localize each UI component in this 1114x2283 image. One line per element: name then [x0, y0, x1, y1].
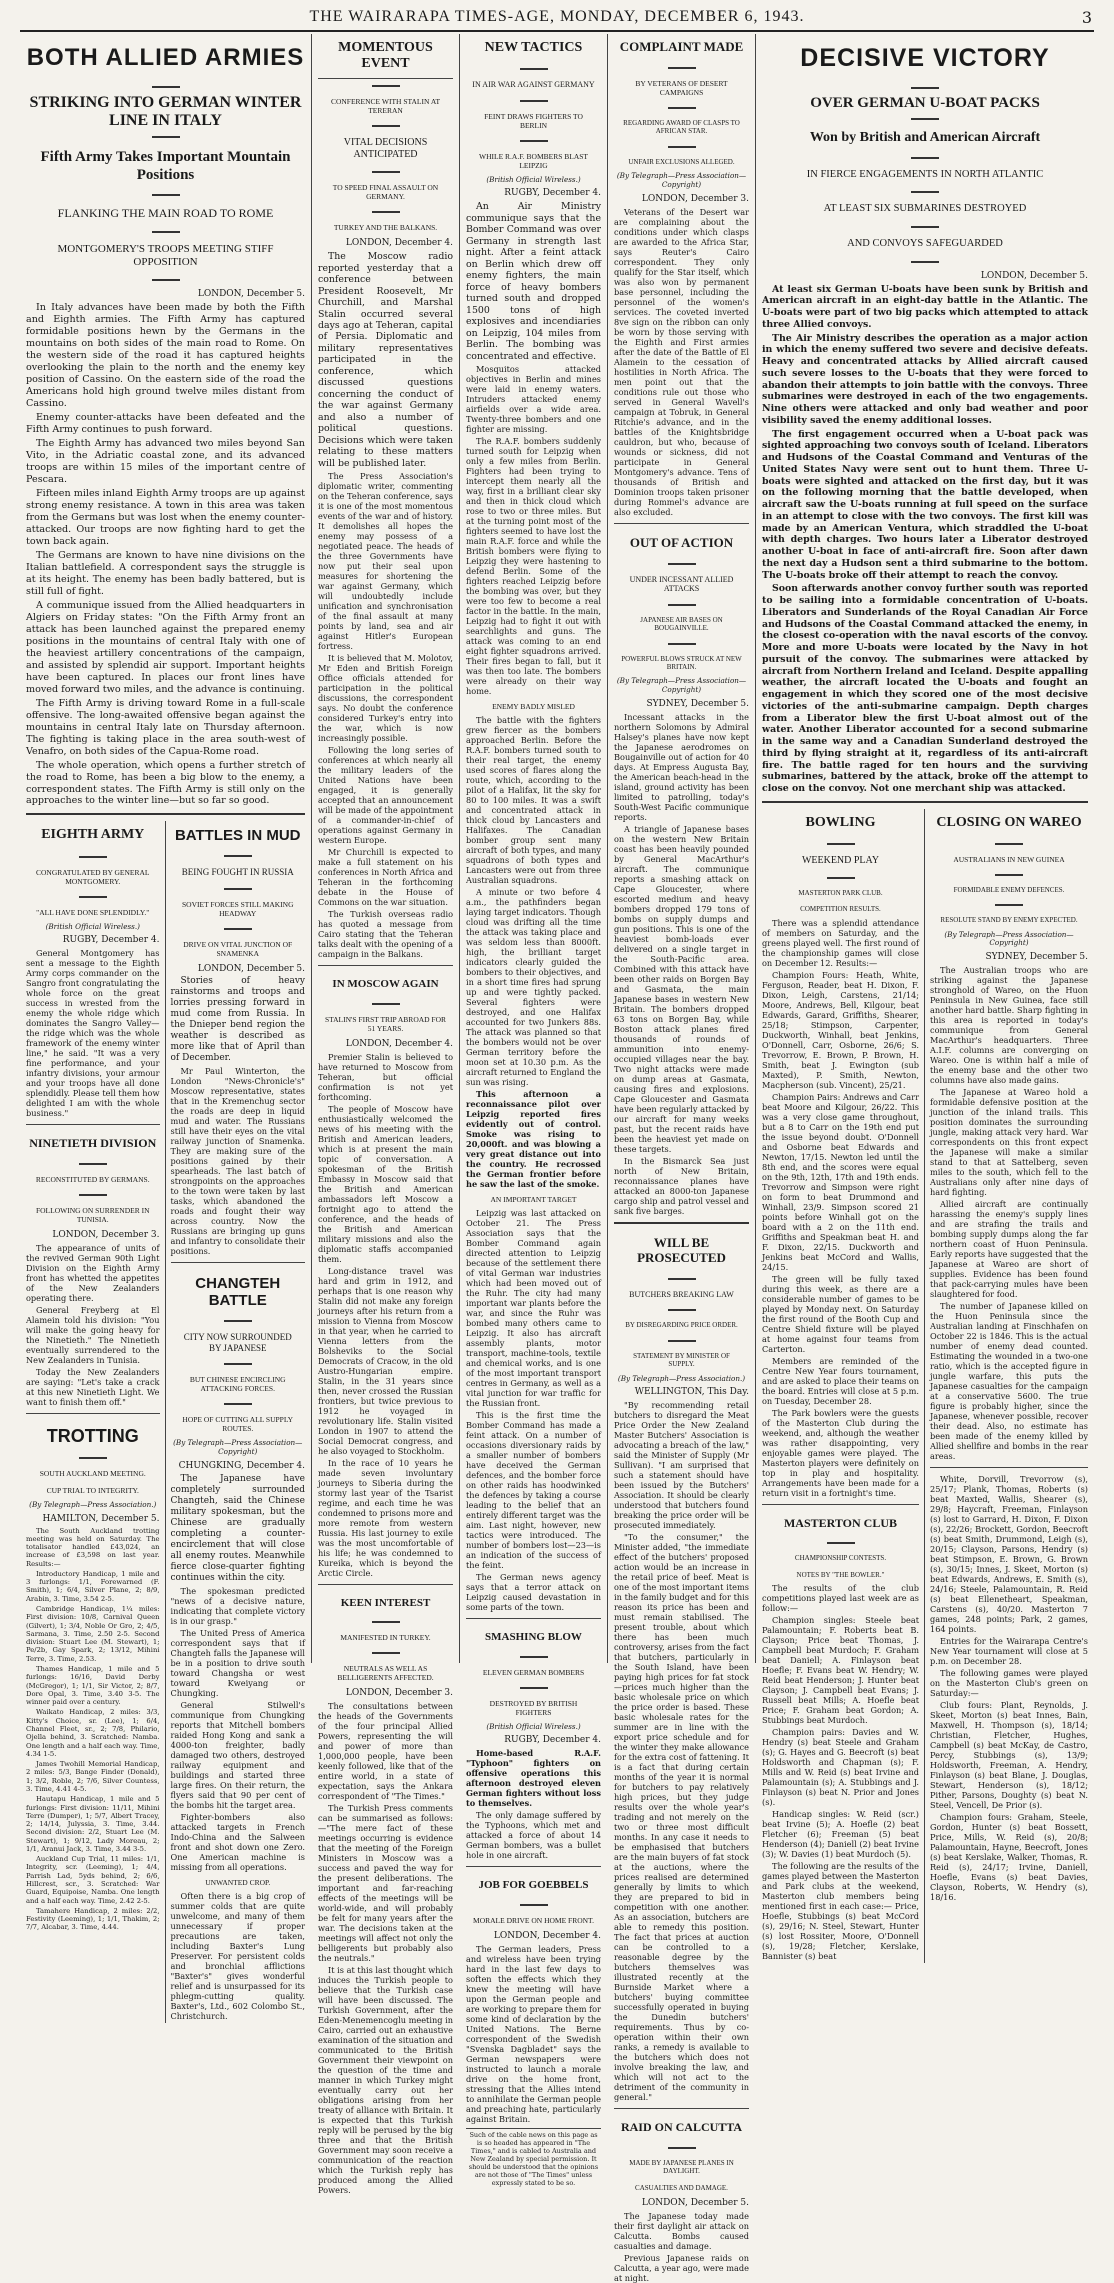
headline-closing-wareo: CLOSING ON WAREO [936, 814, 1082, 830]
headline-moscow: IN MOSCOW AGAIN [332, 978, 439, 991]
headline-keen-interest: KEEN INTEREST [340, 1596, 431, 1609]
column-5: DECISIVE VICTORY OVER GERMAN U-BOAT PACKS Won by British and American Aircraft IN FIERCE ENGAGEMENTS IN NORTH ATLANTIC AT LEAST SIX SUBMARINES DESTROYED AND CONVOYS SAFEGUARDED LONDON, December 5. At least six German U-boats have been sunk by British and American aircraft in an eight-day battle in the Atlantic. The U-boats were part of two big packs which attempted to attack three Allied convoys. The Air Ministry describes the operation as a major action in which the enemy suffered two severe and decisive defeats. Heavy and concentrated attacks by Allied aircraft caused such severe losses to the U-boats that they were forced to abandon their attempts to join battle with the convoys. Three submarines were destroyed in each of the two engagements. Nine others were attacked and only bad weather and poor visibility saved the enemy additional losses. The first engagement occurred when a U-boat pack was sighted approaching two convoys south of Iceland. Liberators and Hudsons of the Coastal Command and Venturas of the United States Navy were sent out to hunt them. Three U-boats were sighted and attacked on the first day, but it was on the following morning that the battle developed, when aircraft saw the U-boats running at full speed on the surface in an attempt to close with the two convoys. The first kill was made by an American Ventura, which straddled the U-boat with depth charges. Two hours later a Liberator destroyed another U-boat in face of anti-aircraft fire. Soon after dawn the next day a Hudson sent a third submarine to the bottom. The U-boats broke off their attempt to reach the convoy. Soon afterwards another convoy further south was reported to be sailing into a formidable concentration of U-boats. Liberators and Sunderlands of the Royal Canadian Air Force and Hudsons of the Coastal Command attacked the enemy, in the closest co-operation with the naval escorts of the convoy. More and more U-boats were located by the Navy in hot pursuit of the convoy. The submarines were attacked by aircraft from Northern Ireland and Iceland. Despite appalling weather, the aircraft located the U-boats and fought an engagement in which they scored one of the most decisive victories of the anti-submarine campaign. Depth charges from a Liberator blew the first U-boat almost out of the water. Another Liberator accounted for a second submarine in the same way and a Canadian Sunderland destroyed the third by flying straight at it, regardless of its anti-aircraft fire. The battle raged for ten hours and the surviving submarines, battered by the attack, broke off the attempt to close on the convoy. Not one merchant ship was attacked. BOWLING WEEKEND PLAY MASTERTON PARK CLUB. COMPETITION RESULTS. There was a splendid attendance of members on Saturday, and the greens played well. The first round of the championship games will close on December 12. Results:— Champion Fours: Heath, White, Ferguson, Reader, beat H. Dixon, F. Dixon, Leigh, Carstens, 21/14; Moore, Andrews, Bell, Kilgour, beat Edwards, Garard, Griffiths, Shearer, 25/18; Stimpson, Carpenter, Duckworth, Winhall, beat Jenkins, O'Donnell, Carr, Osborne, 26/6; S. Trevorrow, E. Brown, P. Brown, H. Smith, beat J. Ewington (sub Maxted), P. Smith, Newton, Macpherson (sub. Vincent), 25/21. Champion Pairs: Andrews and Carr beat Moore and Kilgour, 26/22. This was a very close game throughout, but a 8 to Carr on the 19th end put the issue beyond doubt. O'Donnell and Osborne beat Edwards and Newton, 17/15. Newton led until the 8th end, and the scores were equal on the 9th, 12th, 17th and 19th ends. Trevorrow and Simpson were right on form to beat Drummond and Winhall, 23/9. Simpson scored 21 points before Winhall got on the board with a 2 on the 11th end. Griffiths and Speakman beat H. and F. Dixon, 22/15. Duckworth and Jenkins beat McCord and Wallis, 24/15. The green will be fully taxed during this week, as there are a considerable number of games to be played by Monday next. On Saturday the first round of the Booth Cup and Centre Shield fixture will be played at home against four teams from Carterton. Members are reminded of the Centre New Year fours tournament, and are asked to place their teams on the board. Entries will close at 5 p.m. on Tuesday, December 28. The Park bowlers were the guests of the Masterton Club during the weekend, and, although the weather was rather disappointing, very enjoyable games were played. The Masterton players were definitely on top in play and hospitality. Arrangements have been made for a return visit in a fortnight's time. MASTERTON CLUB CHAMPIONSHIP CONTESTS. NOTES BY "THE BOWLER." The results of the club competitions played last week are as follow:— Champion singles: Steele beat Palamountain; F. Roberts beat B. Clayson; Price beat Thomas, J. Campbell beat Murdoch; F. Graham beat Daniell; A. Finlayson beat Hoefle; F. Evans beat W. Hendry; W. Reid beat Henderson; J. Hunter beat Clayson; J. Campbell beat Evans; J. Russell beat Mills; A. Hoefle beat Price; F. Graham beat Gordon; A. Stubbings beat Murdoch. Champion pairs: Davies and W. Hendry (s) beat Steele and Graham (s); G. Hayes and G. Beecroft (s) beat Holdsworth and Chapman (s); F. Mills and W. Reid (s) beat Irvine and Palamountain (s); A. Stubbings and J. Finlayson (s) beat N. Prior and Jones (s). Handicap singles: W. Reid (scr.) beat Irvine (5); A. Hoefle (2) beat Fletcher (6); Freeman (5) beat Henderson (4); Daniell (2) beat Irvine (3); W. Davies (1) beat Murdoch (5). The following are the results of the games played between the Masterton and Park clubs at the weekend, Masterton club members being mentioned first in each case:— Price, Hoefle, Stubbings (s) beat McCord (s), 29/16; N. Steel, Stewart, Hunter (s) lost Rossiter, Moore, O'Donnell (s), 19/28; Fletcher, Kerslake, Bannister (s) beat CLOSING ON WAREO AUSTRALIANS IN NEW GUINEA FORMIDABLE ENEMY DEFENCES. RESOLUTE STAND BY ENEMY EXPECTED. (By Telegraph—Press Association—Copyright) SYDNEY, December 5. The Australian troops who are striking against the Japanese stronghold of Wareo, on the Huon Peninsula in New Guinea, face still another hard battle. Sharp fighting in this area is reported in today's communique from General MacArthur's headquarters. Three A.I.F. columns are converging on Wareo. One is within half a mile of the enemy base and the other two columns have also made gains. The Japanese at Wareo hold a formidable defensive position at the junction of the inland trails. This position dominates the surrounding jungle, making attack very hard. War correspondents on this front expect the Japanese will make a similar stand to that at Sattelberg, seven miles to the south, which fell to the Australians only after nine days of hard fighting. Allied aircraft are continually harassing the enemy's supply lines and are strafing the trails and bombing supply dumps along the far northern coast of Huon Peninsula. Early reports have suggested that the Japanese at Wareo are short of supplies. Evidence has been found that pack-carrying mules have been slaughtered for food. The number of Japanese killed on the Huon Peninsula since the Australian landing at Finschhafen on October 22 is 1846. This is the actual number of enemy dead counted. Estimating the wounded in a two-one ratio, which is the accepted figure in jungle warfare, this puts the Japanese casualties for the campaign at a conservative 5600. The true figure is probably higher, since the Japanese, whenever possible, recover their dead. Also, no estimate has been made of the enemy killed by Allied shellfire and bombs in the rear areas. White, Dorvill, Trevorrow (s), 25/17; Plank, Thomas, Roberts (s) beat Maxted, Wallis, Shearer (s), 29/8; Haycraft, Freeman, Finlayson (s) lost to Garrard, H. Dixon, F. Dixon (s), 22/26; Brockett, Gordon, Beecroft (s) beat Smith, Drummond, Leigh (s), 20/15; Clayson, Parsons, Hendry (s) beat Stimpson, E. Brown, G. Brown (s), 30/15; Innes, J. Skeet, Morton (s) beat Edwards, Andrews, E. Smith (s), 24/16; Steele, Palamountain, R. Reid (s) beat Ellenetheart, Speakman, Carstens (s), 40/20. Masterton 7 games, 248 points; Park, 2 games, 164 points. Entries for the Wairarapa Centre's New Year tournament will close at 5 p.m. on December 28. The following games were played on the Masterton Club's green on Saturday:— Club fours: Plant, Reynolds, J. Skeet, Morton (s) beat Innes, Bain, Maxwell, H. Thompson (s), 18/14; Christian, Fletcher, Hughes, Campbell (s) beat McKay, de Castro, Percy, Stubbings (s), 13/9; Holdsworth, Freeman, A. Hendry, Finlayson (s) beat Blane, J. Douglas, Stewart, Henderson (s), 18/12; Pither, Parsons, Doughty (s) beat N. Steel, Vencell, De Prior (s). Champion fours: Graham, Steele, Gordon, Hunter (s) beat Bossett, Price, Mills, W. Reid (s), 20/8; Palamountain, Hayne, Beecroft, Jones (s) beat Kerslake, Walker, Thomas, R. Reid (s), 24/17; Irvine, Daniell, Hoefle, Evans (s) beat Davies, Clayson, Roberts, W. Hendry (s), 18/16. [756, 34, 1094, 1663]
dateline: LONDON, December 5. [197, 289, 305, 300]
headline-calcutta: RAID ON CALCUTTA [620, 2120, 743, 2135]
headline-complaint: COMPLAINT MADE [619, 39, 744, 54]
headline-out-of-action: OUT OF ACTION [629, 534, 734, 550]
headline-eighth-army: EIGHTH ARMY [41, 827, 145, 843]
headline-battles-mud: BATTLES IN MUD [174, 827, 301, 845]
headline-changteh: CHANGTEH BATTLE [195, 1275, 281, 1310]
headline-prosecuted: WILL BE PROSECUTED [637, 1234, 726, 1265]
masthead [20, 8, 1094, 32]
headline-goebbels: JOB FOR GOEBBELS [478, 1879, 589, 1892]
column-2: MOMENTOUS EVENT CONFERENCE WITH STALIN AT TERERAN VITAL DECISIONS ANTICIPATED TO SPEED FINAL ASSAULT ON GERMANY. TURKEY AND THE BALKANS. LONDON, December 4. The Moscow radio reported yesterday that a conference between President Roosevelt, Mr Churchill, and Marshal Stalin occurred several days ago at Teheran, capital of Persia. Diplomatic and military representatives participated in the conference, which discussed questions concerning the conduct of the war against Germany and also a number of political questions. Decisions which were taken relating to these matters will be published later. The Press Association's diplomatic writer, commenting on the Teheran conference, says it is one of the most momentous events of the war and of history. It demolishes all hopes the enemy may possess of a negotiated peace. The heads of the three Governments have now put their seal upon measures for shortening the war against Germany, which will undoubtedly include unification and synchronisation of the final assault at many points by land, sea and air against Hitler's European fortress. It is believed that M. Molotov, Mr Eden and British Foreign Office officials attended for participation in the political discussions, the correspondent says. No doubt the conference considered Turkey's entry into the war, which is now increasingly possible. Following the long series of conferences at which nearly all the military leaders of the United Nations have been engaged, it is generally accepted that an announcement will be made of the appointment of a commander-in-chief of operations against Germany in western Europe. Mr Churchill is expected to make a full statement on his conferences in North Africa and Teheran in the forthcoming debate in the House of Commons on the war situation. The Turkish overseas radio has quoted a message from Cairo stating that the Teheran talks dealt with the opening of a campaign in the Balkans. IN MOSCOW AGAIN STALIN'S FIRST TRIP ABROAD FOR 51 YEARS. LONDON, December 4. Premier Stalin is believed to have returned to Moscow from Teheran, but official confirmation is not yet forthcoming. The people of Moscow have enthusiastically welcomed the news of his meeting with the British and American leaders, which is at present the main topic of conversation. A spokesman of the British Embassy in Moscow said that the British and American ambassadors left Moscow a fortnight ago to attend the conference, and the heads of the British and American military missions and also the diplomatic staffs accompanied them. Long-distance travel was hard and grim in 1912, and perhaps that is one reason why Stalin did not make any foreign journeys after his return from a mission to Vienna from Moscow in that year, when he carried to Vienna letters from the Bolsheviks to the Social Democrats of Cracow, in the old Austro-Hungarian empire. Stalin, in the 31 years since then, never crossed the Russian frontiers, but twice previous to 1912 he voyaged in revolutionary life. Stalin visited London in 1907 to attend the Social Democrat congress, and he also voyaged to Stockholm. In the race of 10 years he made seven involuntary journeys to Siberia during the stormy last year of the Tsarist regime, and each time he was condemned to prisons more and more remote from western Russia. His last journey to exile was the most uncomfortable of his life; he was condemned to Kureika, which is beyond the Arctic Circle. KEEN INTEREST MANIFESTED IN TURKEY. NEUTRALS AS WELL AS BELLIGERENTS AFFECTED. LONDON, December 3. The consultations between the heads of the Governments of the four principal Allied Powers, representing the will and power of more than 1,000,000 people, have been keenly followed, like that of the entire world, in a state of expectation, says the Ankara correspondent of "The Times." The Turkish Press comments can be summarised as follows:—"The mere fact of these meetings occurring is evidence that the meeting of the Foreign Ministers in Moscow was a success and paved the way for the present deliberations. The important and far-reaching effects of the meetings will be world-wide, and will probably be felt for many years after the war. The decisions taken at the meetings will affect not only the belligerents but probably also the neutrals." It is at this last thought which induces the Turkish people to believe that the Turkish case will have been discussed. The Turkish Government, after the Eden-Menemencoglu meeting in Cairo, carried out an exhaustive examination of the situation and communicated to the British Government their viewpoint on the question of the time and manner in which Turkey might eventually carry out her obligations arising from her treaty of alliance with Britain. It is expected that this Turkish reply will be perused by the big three and that the British Government may soon receive a communication of the reaction which the Turkish reply has produced among the Allied Powers. [312, 34, 460, 1663]
headline-bowling: BOWLING [805, 814, 876, 830]
headline-trotting: TROTTING [46, 1426, 139, 1447]
headline-smashing-blow: SMASHING BLOW [485, 1631, 582, 1643]
headline-allied-armies: BOTH ALLIED ARMIES [26, 44, 305, 71]
headline-new-tactics: NEW TACTICS [484, 40, 583, 55]
headline-masterton-club: MASTERTON CLUB [783, 1515, 898, 1530]
column-3: NEW TACTICS IN AIR WAR AGAINST GERMANY FEINT DRAWS FIGHTERS TO BERLIN WHILE R.A.F. BOMBERS BLAST LEIPZIG (British Official Wireless.) RUGBY, December 4. An Air Ministry communique says that the Bomber Command was over Germany in strength last night. After a feint attack on Berlin which drew off enemy fighters, the main force of heavy bombers turned south and dropped 1500 tons of high explosives and incendiaries on Leipzig, 104 miles from Berlin. The bombing was concentrated and effective. Mosquitos attacked objectives in Berlin and mines were laid in enemy waters. Intruders attacked enemy airfields over a wide area. Twenty-three bombers and one fighter are missing. The R.A.F. bombers suddenly turned south for Leipzig when only a few miles from Berlin. Fighters had been trying to intercept them nearly all the way, first in a brilliant clear sky and then in thick cloud which rose to two or three miles. But at the turning point most of the fighters seemed to have lost the main R.A.F. force and while the British bombers were flying to Leipzig they were hastening to defend Berlin. Some of the fighters reached Leipzig before the bombing was over, but they were too few to become a real factor in the battle. In the main, Leipzig had to fight it out with searchlights and guns. The attack was coming to an end eight fighter squadrons arrived. Their fires began to fall, but it was then too late. The bombers were already on their way home. ENEMY BADLY MISLED The battle with the fighters grew fiercer as the bombers approached Berlin. Before the R.A.F. bombers turned south to their real target, the enemy used scores of flares along the route, which, according to the pilot of a Halifax, lit the sky for 80 to 100 miles. It was a swift and concentrated attack in thick cloud by Lancasters and Halifaxes. The Canadian bomber group sent many aircraft of both types, and many squadrons of both types and Lancasters were out from three Australian squadrons. A minute or two before 4 a.m., the pathfinders began laying target indicators. Though cloud was drifting all the time the attack was taking place and was seldom less than 8000ft. high, the brilliant target indicators clearly guided the bombers to their objectives, and in a short time fires had sprung up and were tightly packed. Several fighters were destroyed, and one Halifax accounted for two Junkers 88s. The attack was planned so that the bombers would not be over German territory before the moon set at 10.30 p.m. As the aircraft returned to England the sun was rising. This afternoon a reconnaissance pilot over Leipzig reported fires evidently out of control. Smoke was rising to 20,000ft. and was blowing a very great distance out into the country. He recrossed the German frontier before he saw the last of the smoke. AN IMPORTANT TARGET Leipzig was last attacked on October 21. The Press Association says that the Bomber Command again directed attention to Leipzig because of the settlement there of vital German war industries which had been moved out of the Ruhr. The city had many important war plants before the war, and since the Ruhr was bombed many others came to Leipzig. It also has aircraft assembly plants, motor transport, machine-tools, textile and chemical works, and is one of the most important transport centres in Germany, as well as a vital junction for war traffic for the Russian front. This is the first time the Bomber Command has made a feint attack. On a number of occasions diversionary raids by a smaller number of bombers have deceived the German defences, and the bomber force on other raids has hoodwinked the defences by taking a course leading to the belief that an entirely different target was the aim. Last night, however, new tactics were introduced. The number of bombers lost—23—is an indication of the success of the feint. The German news agency says that a terror attack on Leipzig caused devastation in some parts of the town. SMASHING BLOW ELEVEN GERMAN BOMBERS DESTROYED BY BRITISH FIGHTERS (British Official Wireless.) RUGBY, December 4. Home-based R.A.F. "Typhoon" fighters on offensive operations this afternoon destroyed eleven German fighters without loss to themselves. The only damage suffered by the Typhoons, which met and attacked a force of about 14 German bombers, was a bullet hole in one aircraft. JOB FOR GOEBBELS MORALE DRIVE ON HOME FRONT. LONDON, December 4. The German leaders, Press and wireless have been trying hard in the last few days to soften the effects which they knew the meeting will have upon the German people and are working to prepare them for some kind of declaration by the United Nations. The Berne correspondent of the Swedish "Svenska Dagbladet" says the German newspapers were instructed to launch a morale drive on the home front, stressing that the Allies intend to annihilate the German people and preaching hate, particularly against Britain. Such of the cable news on this page as is so headed has appeared in "The Times," and is cabled to Australia and New Zealand by special permission. It should be understood that the opinions are not those of "The Times" unless expressly stated to be so. [460, 34, 608, 1663]
page-number: 3 [1081, 8, 1092, 27]
subhead-montgomery: MONTGOMERY'S TROOPS MEETING STIFF OPPOSITION [57, 242, 274, 268]
headline-ninetieth: NINETIETH DIVISION [29, 1136, 157, 1151]
times-copyright-note: Such of the cable news on this page as is so headed has appeared in "The Times," and is cabled to Australia and New Zealand by special permission. It should be understood that the opinions are not those of "The Times" unless expressly stated to be so. [466, 2128, 601, 2187]
column-1: BOTH ALLIED ARMIES STRIKING INTO GERMAN WINTER LINE IN ITALY Fifth Army Takes Important Mountain Positions FLANKING THE MAIN ROAD TO ROME MONTGOMERY'S TROOPS MEETING STIFF OPPOSITION LONDON, December 5. In Italy advances have been made by both the Fifth and Eighth armies. The Fifth Army has captured formidable positions hewn by the Germans in the mountains on both sides of the main road to Rome. On the western side of the road it has captured heights overlooking the plain to the north and the enemy key position of Cassino. On the eastern side of the road the Americans hold high ground twelve miles distant from Cassino. Enemy counter-attacks have been defeated and the Fifth Army continues to push forward. The Eighth Army has advanced two miles beyond San Vito, in the Adriatic coastal zone, and its advanced troops are within 15 miles of the important centre of Pescara. Fifteen miles inland Eighth Army troops are up against strong enemy resistance. A town in this area was taken from the Germans but was lost when the enemy counter-attacked. Our troops are now fighting hard to get the town back again. The Germans are known to have nine divisions on the Italian battlefield. A correspondent says the struggle is at its height. The enemy has been badly battered, but is still full of fight. A communique issued from the Allied headquarters in Algiers on Friday states: "On the Fifth Army front an attack has been launched against the prepared enemy positions in the mountains of central Italy with one of the heaviest artillery concentrations of the campaign, and assisted by splendid air support. Important heights have been captured. In places our front lines have moved forward two miles, and the advance is continuing. The Fifth Army is driving toward Rome in a full-scale offensive. The long-awaited offensive began against the mountains in central Italy late on Thursday afternoon. The fighting is taking place in the area south-west of Venafro, on both sides of the Capua-Rome road. The whole operation, which opens a further stretch of the road to Rome, has been a big blow to the enemy, a correspondent states. The Fifth Army is still only on the approaches to the winter line—but so far so good. EIGHTH ARMY CONGRATULATED BY GENERAL MONTGOMERY. "ALL HAVE DONE SPLENDIDLY." (British Official Wireless.) RUGBY, December 4. General Montgomery has sent a message to the Eighth Army corps commander on the Sangro front congratulating the whole force on the great success in wrested from the enemy the whole ridge which dominates the Sangro Valley—the ridge which was the whole framework of the enemy winter line," he said. "It was a very fine performance, and your infantry divisions, your armour and your troops have all done splendidly. Please tell them how delighted I am with the whole business." NINETIETH DIVISION RECONSTITUTED BY GERMANS. FOLLOWING ON SURRENDER IN TUNISIA. LONDON, December 3. The appearance of units of the revived German 90th Light Division on the Eighth Army front has whetted the appetites of the New Zealanders operating there. General Freyberg at El Alamein told his division: "You will make the going heavy for the Ninetieth." The Ninetieth eventually surrendered to the New Zealanders in Tunisia. Today the New Zealanders are saying: "Let's take a crack at this new Ninetieth Light. We want to finish them off." TROTTING SOUTH AUCKLAND MEETING. CUP TRIAL TO INTEGRITY. (By Telegraph—Press Association.) HAMILTON, December 5. The South Auckland trotting meeting was held on Saturday. The totalisator handled £43,024, an increase of £3,598 on last year. Results:— Introductory Handicap, 1 mile and 3 furlongs: 1/1, Forewarned (F. Smith), 1; 6/4, Silver Plane, 2; 8/9, Arabin, 3. Time, 3.54 2-5. Cambridge Handicap, 1¼ miles: First division: 10/8, Carnival Queen (Gilvert), 1; 3/4, Noble Or Gro, 2; 4/5, Sarmana, 3. Time, 2.50 2-5. Second division: Stuart Lee (M. Stewart), 1; Pe/2b, Gay Spark, 2; 13/12, Mihini Terre, 3. Time, 2.53. Thames Handicap, 1 mile and 5 furlongs: 16/16, David Derby (McGregor), 1; 1/1, Sir Victor, 2; 8/7, Dore Opal, 3. Time, 3.40 3-5. The winner paid over a century. Waikato Handicap, 2 miles: 3/3, Kitty's Choice, sr. (Lee), 1; 6/4, Channel Fleet, sr., 2; 7/8, Philario, Ojella behind, 3. Scratched: Namba. One length and a half each way. Time, 4.34 1-5. James Twohill Memorial Handicap, 2 miles: 5/3, Bange Finder (Donald), 1; 3/2, Roble, 2; 7/6, Silver Countess, 3. Time, 4.41 4-5. Hautapu Handicap, 1 mile and 5 furlongs: First division: 11/11, Mihini Terre (Dumper), 1; 5/7, Albert Tracey, 2; 14/14, Julyssia, 3. Time, 3.44. Second division: 2/2, Stuart Lee (M. Stewart), 1; 9/12, Lady Moreau, 2; 1/1, Aranui Jack, 3. Time, 3.44 3-5. Auckland Cup Trial, 11 miles: 1/1, Integrity, scr. (Leeming), 1; 4/4, Parrish Lad, 5yds behind, 2; 6/6, Hillcrest, scr., 3. Scratched: War Guard, Equipoise, Namba. One length and a half each way. Time, 2.42 2-5. Tamahere Handicap, 2 miles: 2/2, Festivity (Leeming), 1; 1/1, Thakim, 2; 7/7, Alcabar, 3. Time, 4.44. BATTLES IN MUD BEING FOUGHT IN RUSSIA SOVIET FORCES STILL MAKING HEADWAY DRIVE ON VITAL JUNCTION OF SNAMENKA LONDON, December 5. Stories of heavy rainstorms and troops and lorries pressing forward in mud come from Russia. In the Dnieper bend region the weather is described as more like that of April than of December. Mr Paul Winterton, the London "News-Chronicle's" Moscow representative, states that in the Kremenchug sector the roads are deep in liquid mud and water. The Russians still have their eyes on the vital railway junction of Snamenka. They are making sure of the positions gained by their spearheads. The last batch of strongpoints on the approaches to the town were taken by last tasks, which abandoned the roads and fought their way across country. Now the Russians are bringing up guns and infantry to consolidate their positions. CHANGTEH BATTLE CITY NOW SURROUNDED BY JAPANESE BUT CHINESE ENCIRCLING ATTACKING FORCES. HOPE OF CUTTING ALL SUPPLY ROUTES. (By Telegraph—Press Association—Copyright) CHUNGKING, December 4. The Japanese have completely surrounded Changteh, said the Chinese military spokesman, but the Chinese are gradually completing a counter-encirclement that will close all enemy routes. Meanwhile fierce close-quarter fighting continues within the city. The spokesman predicted "news of a decisive nature, indicating that complete victory is in our grasp." The United Press of America correspondent says that if Changteh falls the Japanese will be in a position to drive south toward Changsha or west toward Kweiyang or Chungking. General Stilwell's communique from Chungking reports that Mitchell bombers raided Hong Kong and sank a 4000-ton freighter, badly damaged two others, destroyed railway equipment and buildings and started three large fires. On their return, the flyers said that 90 per cent of the bombs hit the target area. Fighter-bombers also attacked targets in French Indo-China and the Salween front and shot down one Zero. One American machine is missing from all operations. UNWANTED CROP. Often there is a big crop of summer colds that are quite unwelcome, and many of them unnecessary if proper precautions are taken, including Baxter's Lung Preserver. For persistent colds and bronchial afflictions "Baxter's" gives wonderful relief and is unsurpassed for its phlegm-cutting quality. Baxter's, Ltd., 602 Colombo St., Christchurch. [20, 34, 312, 1663]
headline-decisive-victory: DECISIVE VICTORY [800, 44, 1050, 72]
article-allied-armies: In Italy advances have been made by both the Fifth and Eighth armies. The Fifth Army has captured formidable positions hewn by the Germans in the mountains on both sides of the main road to Rome. On the western side of the road it has captured heights overlooking the plain to the north and the enemy key position of Cassino. On the eastern side of the road the Americans hold high ground twelve miles distant from Cassino. Enemy counter-attacks have been defeated and the Fifth Army continues to push forward. The Eighth Army has advanced two miles beyond San Vito, in the Adriatic coastal zone, and its advanced troops are within 15 miles of the important centre of Pescara. Fifteen miles inland Eighth Army troops are up against strong enemy resistance. A town in this area was taken from the Germans but was lost when the enemy counter-attacked. Our troops are now fighting hard to get the town back again. The Germans are known to have nine divisions on the Italian battlefield. A correspondent says the struggle is at its height. The enemy has been badly battered, but is still full of fight. A communique issued from the Allied headquarters in Algiers on Friday states: "On the Fifth Army front an attack has been launched against the prepared enemy positions in the mountains of central Italy with one of the heaviest artillery concentrations of the campaign, and assisted by splendid air support. Important heights have been captured. In places our front lines have moved forward two miles, and the advance is continuing. The Fifth Army is driving toward Rome in a full-scale offensive. The long-awaited offensive began against the mountains in central Italy late on Thursday afternoon. The fighting is taking place in the area south-west of Venafro, on both sides of the Capua-Rome road. The whole operation, which opens a further stretch of the road to Rome, has been a big blow to the enemy, a correspondent states. The Fifth Army is still only on the approaches to the winter line—but so far so good. [26, 302, 305, 807]
subhead-winter-line: STRIKING INTO GERMAN WINTER LINE IN ITALY [29, 93, 302, 129]
column-4: COMPLAINT MADE BY VETERANS OF DESERT CAMPAIGNS REGARDING AWARD OF CLASPS TO AFRICAN STAR. UNFAIR EXCLUSIONS ALLEGED. (By Telegraph—Press Association—Copyright) LONDON, December 3. Veterans of the Desert war are complaining about the conditions under which clasps are awarded to the Africa Star, says Reuter's Cairo correspondent. They only qualify for the Star itself, which was also won by permanent base personnel, including the personnel of the women's services. The coveted inverted 8ve sign on the ribbon can only be worn by those serving with the Eighth and First armies after the date of the Battle of El Alamein to the cessation of hostilities in North Africa. The men point out that the conditions rule out those who served in General Wavell's campaign at Tobruk, in General Ritchie's advance, and in the battles of the Knightsbridge cauldron, but who, because of wounds or sickness, did not participate in General Montgomery's advance. Tens of thousands of British and Dominion troops taken prisoner during Rommel's advance are also excluded. OUT OF ACTION UNDER INCESSANT ALLIED ATTACKS JAPANESE AIR BASES ON BOUGAINVILLE. POWERFUL BLOWS STRUCK AT NEW BRITAIN. (By Telegraph—Press Association—Copyright) SYDNEY, December 5. Incessant attacks in the northern Solomons by Admiral Halsey's planes have now kept the Japanese aerodromes on Bougainville out of action for 40 days. At Empress Augusta Bay, the American beach-head in the island, ground activity has been limited to patrolling, today's South-West Pacific communique reports. A triangle of Japanese bases on the western New Britain coast has been heavily pounded by General MacArthur's aircraft. The communique reports a smashing attack on Cape Gloucester, where escorted medium and heavy bombers dropped 179 tons of bombs on supply dumps and gun positions. This is one of the heaviest bomb-loads ever delivered on a single target in the South-Pacific area. Combined with this attack have been other raids on Borgen Bay and Gasmata, the main Japanese bases in western New Britain. The bombers dropped 63 tons on Borgen Bay, while Boston attack planes fired thousands of rounds of ammunition into enemy-occupied villages near the bay. Two night attacks were made on dump areas at Gasmata, causing fires and explosions. Cape Gloucester and Gasmata have been regularly attacked by our aircraft for many weeks past, but the recent raids have been the heaviest yet made on these targets. In the Bismarck Sea just north of New Britain, reconnaissance planes have attacked an 8000-ton Japanese cargo ship and patrol vessel and sank five barges. WILL BE PROSECUTED BUTCHERS BREAKING LAW BY DISREGARDING PRICE ORDER. STATEMENT BY MINISTER OF SUPPLY. (By Telegraph—Press Association.) WELLINGTON, This Day. "By recommending retail butchers to disregard the Meat Price Order the New Zealand Master Butchers' Association is advocating a breach of the law," said the Minister of Supply (Mr Sullivan). "I am surprised that such a statement should have been issued by the Butchers' Association. It should be clearly understood that butchers found breaking the price order will be prosecuted immediately. "To the consumer," the Minister added, "the immediate effect of the butchers' proposed action would be an increase in the retail price of beef. Meat is one of the most important items in the family budget and for this reason its price has been and must remain stabilised. The present trouble, about which there has been much controversy, arises from the fact that butchers, particularly in the South Island, have been paying high prices for fat stock—prices much higher than the basic wholesale price on which the price order is based. These basic wholesale rates for the summer are in line with the export price schedule and for the winter they make allowance for the extra cost of fattening. It is a fact that during certain months of the year it is normal for butchers to pay relatively high prices, but they judge results over the whole year's trading and not merely on the two or three most difficult months. In any case it needs to be emphasised that butchers are the main buyers of fat stock at the auctions, where the prices realised are determined generally by limits to which they are prepared to bid in competition with one another. As an association, butchers are able to remedy this position. The fact that prices at auction can be controlled to a reasonable degree by the butchers themselves was illustrated recently at the Burnside Market where a butchers' buying committee successfully operated in buying the Dunedin butchers' requirements. Thus by co-operation within their own ranks, a remedy is available to the butchers which does not involve breaking the law, and which will not act to the detriment of the community in general." RAID ON CALCUTTA MADE BY JAPANESE PLANES IN DAYLIGHT. CASUALTIES AND DAMAGE. LONDON, December 5. The Japanese today made their first daylight air attack on Calcutta. Bombs caused casualties and damage. Previous Japanese raids on Calcutta, a year ago, were made at night. [608, 34, 756, 1663]
masthead-title: THE WAIRARAPA TIMES-AGE, MONDAY, DECEMBER 6, 1943. [309, 8, 805, 25]
headline-momentous: MOMENTOUS EVENT [318, 34, 453, 79]
subhead-flanking: FLANKING THE MAIN ROAD TO ROME [57, 206, 274, 221]
subhead-fifth-army: Fifth Army Takes Important Mountain Positions [40, 149, 291, 184]
